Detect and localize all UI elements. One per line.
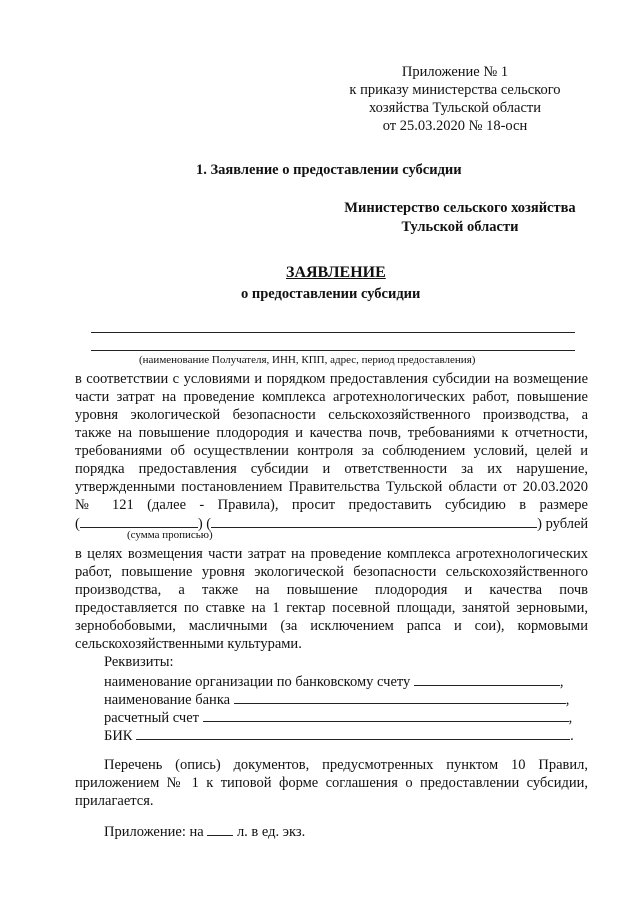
paragraph1-line: также на повышение плодородия и качества почв, требованиями к отчетности, [75,425,588,441]
appendix-number: Приложение № 1 [401,64,509,80]
paragraph1-line: части затрат на проведение комплекса агротехнологических работ, повышение [75,389,588,405]
appendix-date: от 25.03.2020 № 18-осн [382,118,528,134]
appendix-block [330,63,580,135]
bik-field[interactable] [136,726,570,740]
attachment-pages-field[interactable] [207,822,233,836]
amount-digits-field[interactable] [80,514,198,528]
requisite-bik [104,726,574,745]
attachment-line [104,822,305,841]
bank-field[interactable] [234,690,566,704]
section-title: 1. Заявление о предоставлении субсидии [196,162,462,178]
paragraph2-line: производства, а также на повышение плодородия и качества почв [75,582,588,598]
recipient-line-1[interactable] [91,332,575,333]
requisite-bank [104,690,569,709]
requisite-org [104,672,564,691]
paragraph3-line [104,756,588,774]
bank-comma: , [565,692,570,708]
paragraph1-line: порядка предоставления субсидии и ответственности за их нарушение, [75,461,588,477]
org-field[interactable] [414,672,560,686]
paragraph3-line: прилагается. [75,793,154,809]
bik-label: БИК [104,728,133,744]
paragraph3-text: Перечень (опись) документов, предусмотренных пунктом 10 Правил, [104,757,588,773]
addressee-block [330,199,590,237]
paragraph2-line: в целях возмещения части затрат на проведение комплекса агротехнологических [75,546,588,562]
requisites-heading: Реквизиты: [104,654,174,670]
paragraph3-line: приложением № 1 к типовой форме соглашения о предоставлении субсидии, [75,775,588,791]
account-label: расчетный счет [104,710,199,726]
attachment-suffix: л. в ед. экз. [236,824,306,840]
amount-words-open: ) ( [197,516,212,532]
addressee-line-1: Министерство сельского хозяйства [344,200,576,216]
paragraph1-line: утвержденными постановлением Правительства Тульской области от 20.03.2020 [75,479,588,495]
amount-caption: (сумма прописью) [127,529,213,541]
addressee-line-2: Тульской области [401,219,519,235]
amount-rubles: ) рублей [537,516,589,532]
paragraph2-line: работ, повышение уровня экологической безопасности сельскохозяйственного [75,564,588,580]
appendix-order-ref: к приказу министерства сельского [349,82,561,98]
document-title: ЗАЯВЛЕНИЕ [286,264,386,281]
recipient-caption: (наименование Получателя, ИНН, КПП, адрес, период предоставления) [139,354,476,366]
org-label: наименование организации по банковскому счету [104,674,411,690]
bik-period: . [570,728,574,744]
amount-open-paren: ( [75,516,80,532]
appendix-ministry: хозяйства Тульской области [368,100,542,116]
amount-words-field[interactable] [211,514,537,528]
paragraph2-line: зернобобовыми, масличными (за исключением рапса и сои), кормовыми [75,618,588,634]
attachment-prefix: Приложение: на [104,824,204,840]
requisite-account [104,708,572,727]
account-field[interactable] [203,708,569,722]
recipient-line-2[interactable] [91,350,575,351]
account-comma: , [568,710,573,726]
bank-label: наименование банка [104,692,231,708]
paragraph1-line: требованиями об осуществлении контроля за соблюдением условий, целей и [75,443,588,459]
document-subtitle: о предоставлении субсидии [241,286,421,302]
paragraph1-line: № 121 (далее - Правила), просит предоставить субсидию в размере [75,497,588,513]
paragraph1-line: в соответствии с условиями и порядком предоставления субсидии на возмещение [75,371,588,387]
paragraph2-line: предоставляется по ставке на 1 гектар посевной площади, занятой зерновыми, [75,600,588,616]
paragraph1-line: уровня экологической безопасности сельскохозяйственного производства, а [75,407,588,423]
paragraph2-line: сельскохозяйственными культурами. [75,636,302,652]
org-comma: , [559,674,564,690]
